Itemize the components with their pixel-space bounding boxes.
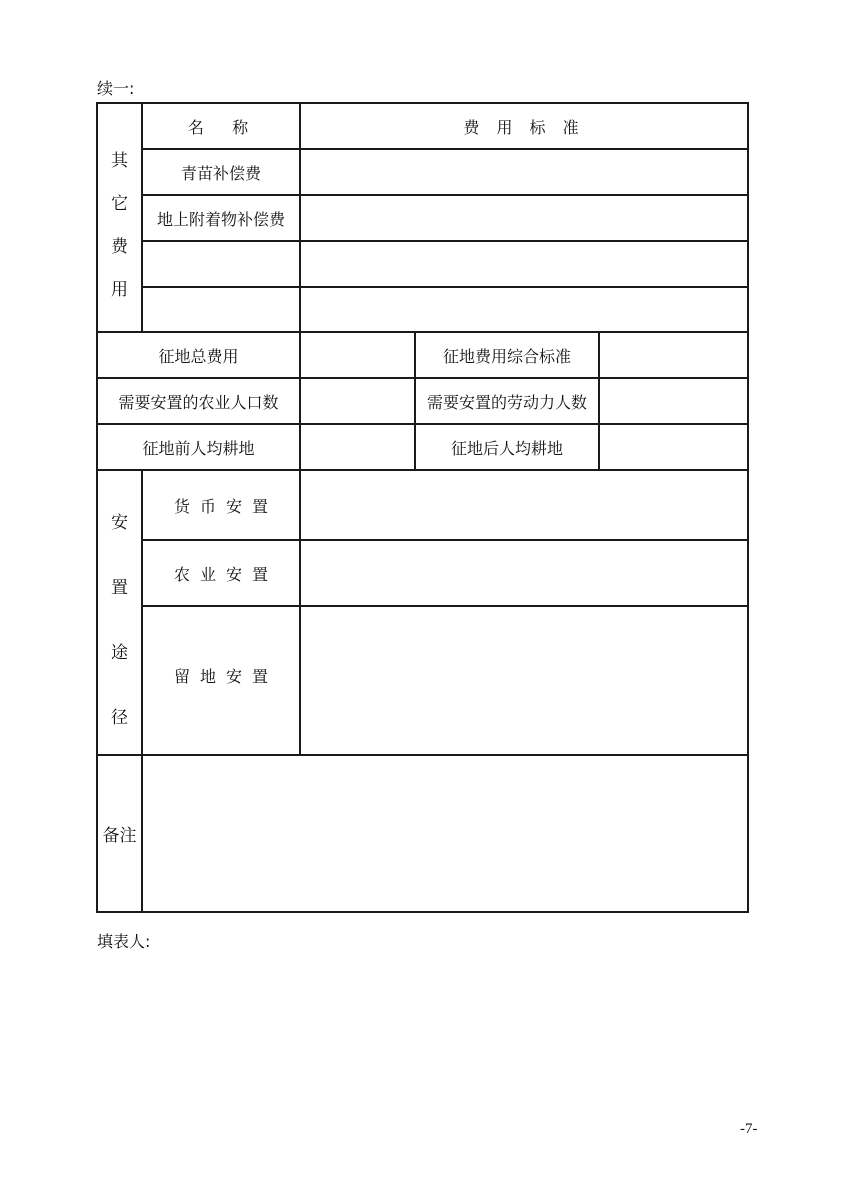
- reserved-land-resettlement-label: 留地安置: [173, 667, 278, 686]
- composite-standard-input[interactable]: [599, 332, 748, 378]
- filler-label: 填表人:: [97, 932, 151, 951]
- continued-label: 续一:: [97, 79, 135, 98]
- reserved-land-resettlement-input[interactable]: [300, 606, 748, 755]
- farmland-after-label: 征地后人均耕地: [450, 438, 563, 458]
- cash-resettlement-label: 货币安置: [173, 496, 278, 516]
- total-fee-label: 征地总费用: [158, 346, 239, 366]
- fee-standard-input[interactable]: [300, 241, 748, 287]
- resettlement-section-label: 安 置 途 径: [111, 513, 128, 728]
- fee-standard-input[interactable]: [300, 287, 748, 332]
- remarks-label: 备注: [102, 826, 137, 846]
- agri-population-label: 需要安置的农业人口数: [118, 392, 279, 412]
- farmland-before-input[interactable]: [300, 424, 415, 470]
- agri-resettlement-input[interactable]: [300, 540, 748, 606]
- composite-standard-label: 征地费用综合标准: [442, 346, 571, 366]
- fee-standard-input[interactable]: [300, 195, 748, 241]
- standard-column-header: 费 用 标 准: [463, 117, 585, 137]
- total-fee-input[interactable]: [300, 332, 415, 378]
- farmland-after-input[interactable]: [599, 424, 748, 470]
- labor-count-input[interactable]: [599, 378, 748, 424]
- name-column-header: 名 称: [187, 117, 255, 137]
- other-fees-section-label: 其 它 费 用: [111, 151, 128, 300]
- cash-resettlement-input[interactable]: [300, 470, 748, 540]
- fee-name-cell: 地上附着物补偿费: [156, 209, 285, 229]
- agri-resettlement-label: 农业安置: [173, 564, 278, 584]
- labor-count-label: 需要安置的劳动力人数: [426, 392, 587, 412]
- fee-name-cell: 青苗补偿费: [180, 163, 261, 183]
- fee-standard-input[interactable]: [300, 149, 748, 195]
- remarks-input[interactable]: [142, 755, 748, 912]
- fee-name-input[interactable]: [142, 241, 300, 287]
- agri-population-input[interactable]: [300, 378, 415, 424]
- farmland-before-label: 征地前人均耕地: [142, 438, 255, 458]
- fee-name-input[interactable]: [142, 287, 300, 332]
- page-number: -7-: [740, 1121, 758, 1137]
